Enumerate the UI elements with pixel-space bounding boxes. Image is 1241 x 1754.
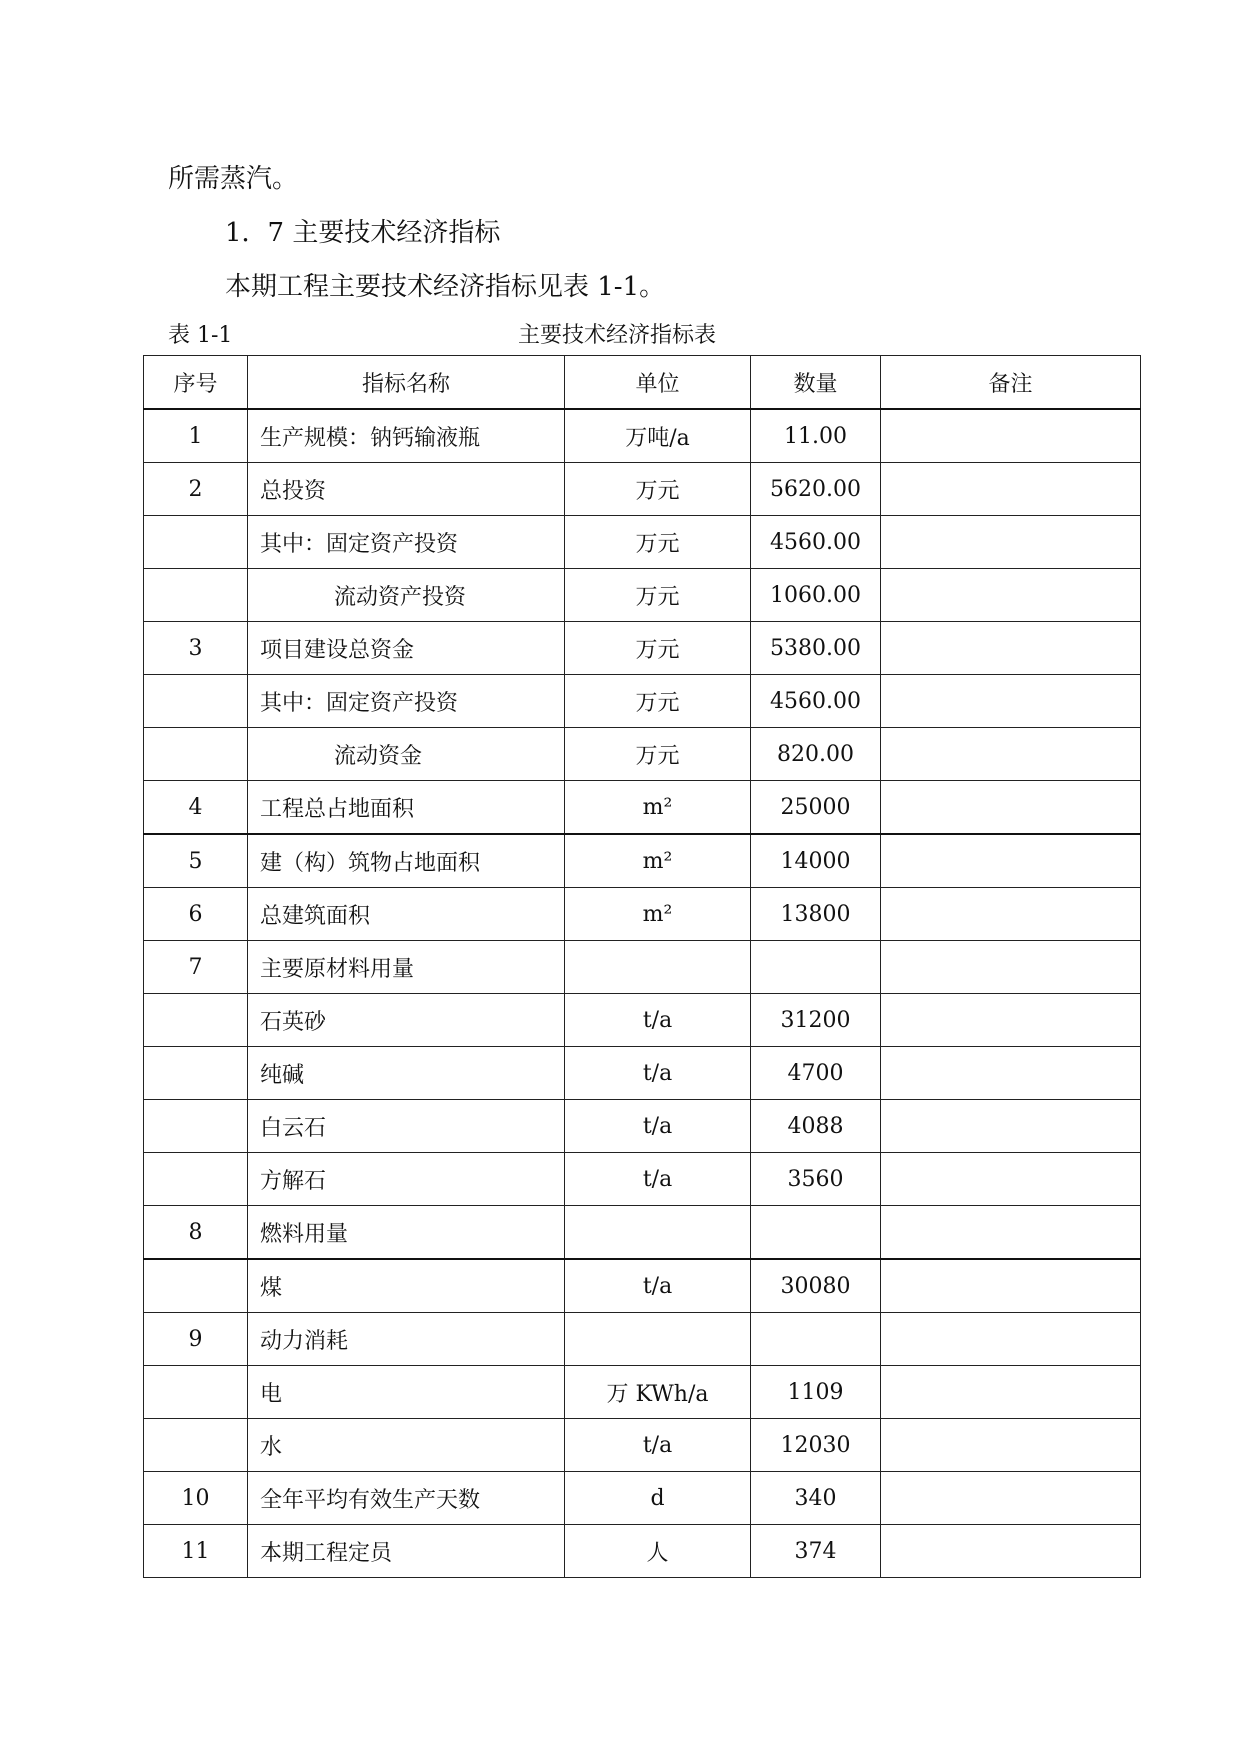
cell-unit — [565, 1206, 751, 1260]
cell-qty: 13800 — [751, 888, 881, 941]
cell-no — [144, 516, 248, 569]
cell-no — [144, 994, 248, 1047]
cell-qty: 4560.00 — [751, 675, 881, 728]
cell-remark — [881, 994, 1141, 1047]
table-row — [144, 994, 1141, 1047]
cell-unit: m² — [565, 888, 751, 941]
cell-name: 流动资产投资 — [248, 569, 565, 622]
cell-remark — [881, 1472, 1141, 1525]
cell-unit: t/a — [565, 1100, 751, 1153]
cell-qty: 3560 — [751, 1153, 881, 1206]
cell-no — [144, 1100, 248, 1153]
table-row — [144, 1472, 1141, 1525]
cell-no: 3 — [144, 622, 248, 675]
cell-no — [144, 1366, 248, 1419]
cell-no: 7 — [144, 941, 248, 994]
indicator-table — [143, 355, 1141, 1578]
table-row — [144, 409, 1141, 463]
cell-no — [144, 1047, 248, 1100]
cell-qty: 1060.00 — [751, 569, 881, 622]
cell-no — [144, 728, 248, 781]
cell-remark — [881, 1153, 1141, 1206]
cell-qty: 5380.00 — [751, 622, 881, 675]
cell-unit — [565, 1313, 751, 1366]
paragraph-text: 所需蒸汽。 — [168, 164, 299, 194]
section-heading: 1．7 主要技术经济指标 — [225, 218, 501, 248]
cell-name: 主要原材料用量 — [248, 941, 565, 994]
cell-qty — [751, 941, 881, 994]
table-row — [144, 888, 1141, 941]
cell-name: 其中：固定资产投资 — [248, 516, 565, 569]
cell-remark — [881, 1313, 1141, 1366]
cell-name: 方解石 — [248, 1153, 565, 1206]
table-row — [144, 463, 1141, 516]
table-row — [144, 1047, 1141, 1100]
cell-name: 本期工程定员 — [248, 1525, 565, 1578]
table-row — [144, 1153, 1141, 1206]
cell-remark — [881, 1047, 1141, 1100]
cell-name: 燃料用量 — [248, 1206, 565, 1260]
cell-no: 5 — [144, 834, 248, 888]
cell-unit: m² — [565, 834, 751, 888]
cell-qty: 30080 — [751, 1259, 881, 1313]
table-row — [144, 941, 1141, 994]
cell-qty: 25000 — [751, 781, 881, 835]
cell-no: 8 — [144, 1206, 248, 1260]
cell-no: 2 — [144, 463, 248, 516]
cell-qty: 340 — [751, 1472, 881, 1525]
cell-unit: m² — [565, 781, 751, 835]
cell-unit: 万元 — [565, 463, 751, 516]
cell-unit: 万元 — [565, 728, 751, 781]
cell-name: 水 — [248, 1419, 565, 1472]
cell-unit: t/a — [565, 1153, 751, 1206]
cell-remark — [881, 1100, 1141, 1153]
cell-unit: 万元 — [565, 569, 751, 622]
cell-no: 4 — [144, 781, 248, 835]
cell-unit: t/a — [565, 1047, 751, 1100]
cell-remark — [881, 463, 1141, 516]
table-row — [144, 1206, 1141, 1260]
cell-no: 9 — [144, 1313, 248, 1366]
cell-name: 动力消耗 — [248, 1313, 565, 1366]
cell-no: 10 — [144, 1472, 248, 1525]
cell-qty: 4560.00 — [751, 516, 881, 569]
cell-name: 流动资金 — [248, 728, 565, 781]
cell-qty: 11.00 — [751, 409, 881, 463]
cell-name: 建（构）筑物占地面积 — [248, 834, 565, 888]
header-remark: 备注 — [881, 356, 1141, 410]
cell-unit: t/a — [565, 994, 751, 1047]
header-qty: 数量 — [751, 356, 881, 410]
cell-remark — [881, 409, 1141, 463]
intro-paragraph: 本期工程主要技术经济指标见表 1-1。 — [225, 272, 666, 302]
cell-name: 工程总占地面积 — [248, 781, 565, 835]
cell-no — [144, 569, 248, 622]
cell-unit: 万元 — [565, 675, 751, 728]
cell-remark — [881, 888, 1141, 941]
cell-name: 石英砂 — [248, 994, 565, 1047]
table-row — [144, 834, 1141, 888]
cell-remark — [881, 516, 1141, 569]
cell-remark — [881, 675, 1141, 728]
cell-name: 全年平均有效生产天数 — [248, 1472, 565, 1525]
cell-name: 白云石 — [248, 1100, 565, 1153]
table-row — [144, 1366, 1141, 1419]
cell-unit: 万 KWh/a — [565, 1366, 751, 1419]
cell-qty: 374 — [751, 1525, 881, 1578]
cell-no — [144, 1153, 248, 1206]
cell-qty: 820.00 — [751, 728, 881, 781]
cell-name: 其中：固定资产投资 — [248, 675, 565, 728]
table-row — [144, 569, 1141, 622]
cell-qty: 31200 — [751, 994, 881, 1047]
table-row — [144, 675, 1141, 728]
cell-qty: 4700 — [751, 1047, 881, 1100]
cell-unit: 万元 — [565, 622, 751, 675]
cell-qty: 12030 — [751, 1419, 881, 1472]
table-number: 表 1-1 — [168, 323, 233, 348]
table-row — [144, 1525, 1141, 1578]
cell-name: 项目建设总资金 — [248, 622, 565, 675]
cell-qty: 5620.00 — [751, 463, 881, 516]
cell-remark — [881, 622, 1141, 675]
cell-no: 6 — [144, 888, 248, 941]
header-name: 指标名称 — [248, 356, 565, 410]
table-row — [144, 516, 1141, 569]
cell-name: 纯碱 — [248, 1047, 565, 1100]
table-row — [144, 1100, 1141, 1153]
cell-remark — [881, 569, 1141, 622]
cell-name: 总建筑面积 — [248, 888, 565, 941]
cell-unit: t/a — [565, 1259, 751, 1313]
cell-unit: 万元 — [565, 516, 751, 569]
table-row — [144, 728, 1141, 781]
cell-name: 生产规模：钠钙输液瓶 — [248, 409, 565, 463]
cell-name: 总投资 — [248, 463, 565, 516]
cell-unit: 人 — [565, 1525, 751, 1578]
cell-remark — [881, 1259, 1141, 1313]
table-row — [144, 1259, 1141, 1313]
cell-remark — [881, 728, 1141, 781]
cell-remark — [881, 1419, 1141, 1472]
cell-no — [144, 1419, 248, 1472]
cell-qty: 1109 — [751, 1366, 881, 1419]
cell-name: 煤 — [248, 1259, 565, 1313]
cell-qty — [751, 1206, 881, 1260]
cell-qty: 14000 — [751, 834, 881, 888]
cell-remark — [881, 1366, 1141, 1419]
cell-no — [144, 1259, 248, 1313]
header-unit: 单位 — [565, 356, 751, 410]
cell-no — [144, 675, 248, 728]
cell-unit: d — [565, 1472, 751, 1525]
cell-name: 电 — [248, 1366, 565, 1419]
table-row — [144, 622, 1141, 675]
cell-qty — [751, 1313, 881, 1366]
cell-unit: t/a — [565, 1419, 751, 1472]
table-row — [144, 781, 1141, 835]
table-row — [144, 1313, 1141, 1366]
header-no: 序号 — [144, 356, 248, 410]
cell-remark — [881, 834, 1141, 888]
cell-remark — [881, 1206, 1141, 1260]
table-row — [144, 1419, 1141, 1472]
cell-remark — [881, 781, 1141, 835]
cell-unit: 万吨/a — [565, 409, 751, 463]
table-header-row — [144, 356, 1141, 410]
cell-unit — [565, 941, 751, 994]
table-title: 主要技术经济指标表 — [518, 323, 717, 348]
cell-no: 1 — [144, 409, 248, 463]
cell-remark — [881, 941, 1141, 994]
cell-remark — [881, 1525, 1141, 1578]
cell-no: 11 — [144, 1525, 248, 1578]
cell-qty: 4088 — [751, 1100, 881, 1153]
